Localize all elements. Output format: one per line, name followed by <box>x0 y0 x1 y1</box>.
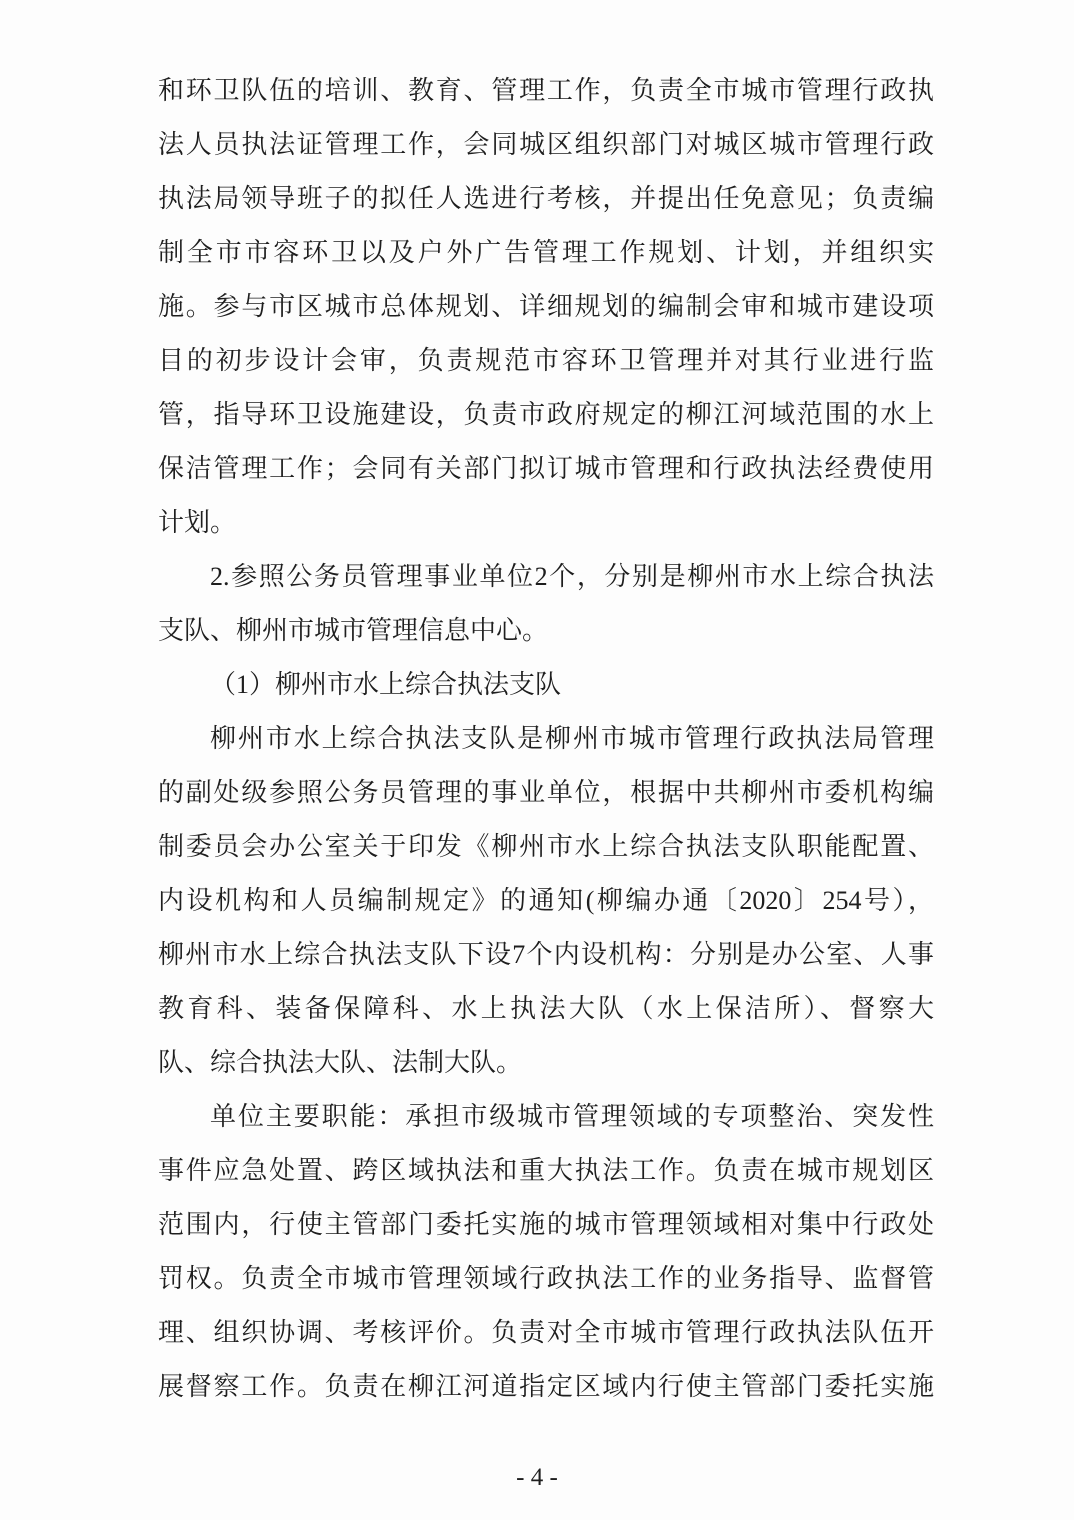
text-line: 展督察工作。负责在柳江河道指定区域内行使主管部门委托实施 <box>158 1372 934 1401</box>
text-line: 的副处级参照公务员管理的事业单位，根据中共柳州市委机构编 <box>158 778 934 807</box>
text-line: 教育科、装备保障科、水上执法大队（水上保洁所）、督察大 <box>158 994 934 1023</box>
text-line: 制全市市容环卫以及户外广告管理工作规划、计划，并组织实 <box>158 238 934 267</box>
text-line: 支队、柳州市城市管理信息中心。 <box>158 616 549 645</box>
text-line: 队、综合执法大队、法制大队。 <box>158 1048 523 1077</box>
text-line: 2.参照公务员管理事业单位2个，分别是柳州市水上综合执法 <box>210 562 934 591</box>
text-line: 内设机构和人员编制规定》的通知(柳编办通〔2020〕254号）， <box>158 886 934 915</box>
page-number: - 4 - <box>516 1464 558 1491</box>
document-body <box>158 64 934 1414</box>
text-line: 范围内，行使主管部门委托实施的城市管理领域相对集中行政处 <box>158 1210 934 1239</box>
text-line: 柳州市水上综合执法支队下设7个内设机构：分别是办公室、人事 <box>158 940 934 969</box>
text-line: 执法局领导班子的拟任人选进行考核，并提出任免意见；负责编 <box>158 184 934 213</box>
text-line: 事件应急处置、跨区域执法和重大执法工作。负责在城市规划区 <box>158 1156 934 1185</box>
text-line: （1）柳州市水上综合执法支队 <box>210 670 562 699</box>
text-line: 罚权。负责全市城市管理领域行政执法工作的业务指导、监督管 <box>158 1264 934 1293</box>
text-line: 柳州市水上综合执法支队是柳州市城市管理行政执法局管理 <box>210 724 934 753</box>
text-line: 施。参与市区城市总体规划、详细规划的编制会审和城市建设项 <box>158 292 934 321</box>
text-line: 管，指导环卫设施建设，负责市政府规定的柳江河域范围的水上 <box>158 400 934 429</box>
text-line: 和环卫队伍的培训、教育、管理工作，负责全市城市管理行政执 <box>158 76 934 105</box>
text-line: 保洁管理工作；会同有关部门拟订城市管理和行政执法经费使用 <box>158 454 934 483</box>
text-line: 目的初步设计会审，负责规范市容环卫管理并对其行业进行监 <box>158 346 934 375</box>
text-line: 计划。 <box>158 508 237 537</box>
text-line: 法人员执法证管理工作，会同城区组织部门对城区城市管理行政 <box>158 130 934 159</box>
text-line: 单位主要职能：承担市级城市管理领域的专项整治、突发性 <box>210 1102 934 1131</box>
text-line: 理、组织协调、考核评价。负责对全市城市管理行政执法队伍开 <box>158 1318 934 1347</box>
text-line: 制委员会办公室关于印发《柳州市水上综合执法支队职能配置、 <box>158 832 934 861</box>
